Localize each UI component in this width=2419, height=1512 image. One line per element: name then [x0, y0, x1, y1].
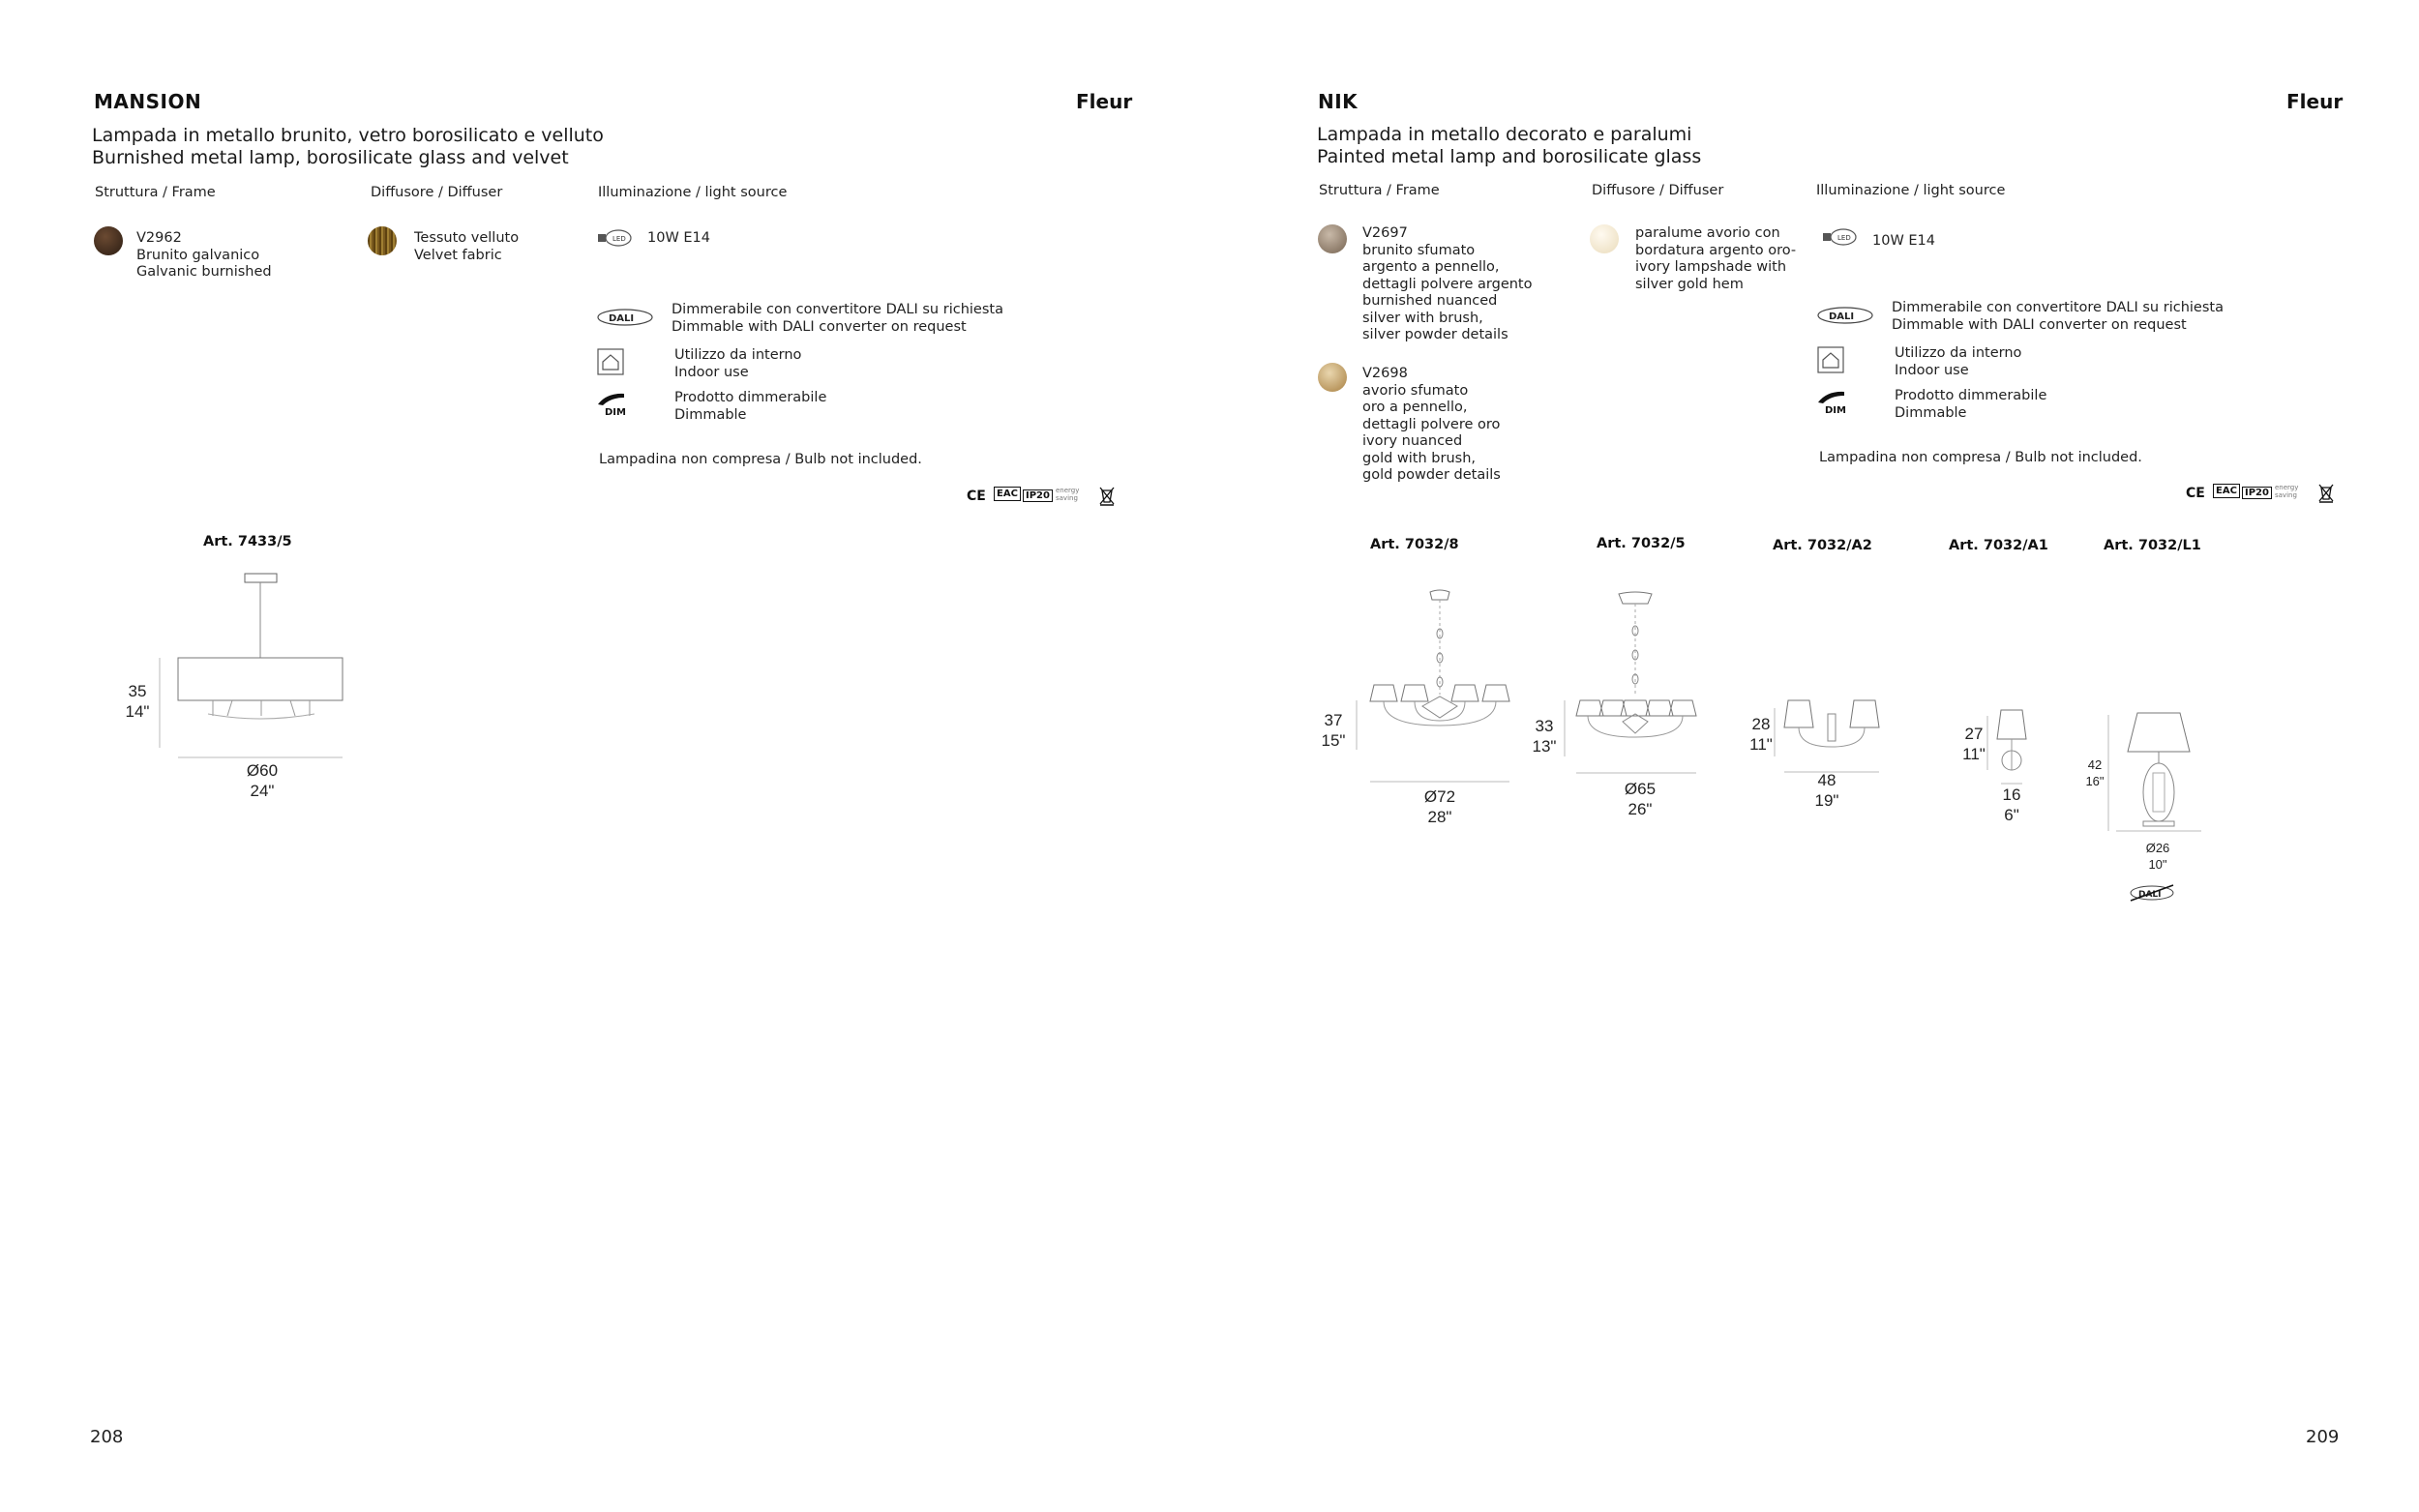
right-col-light-header: Illuminazione / light source — [1816, 183, 2006, 198]
width-cm: Ø26 — [2145, 841, 2170, 855]
art-7032-a1-width — [1997, 785, 2026, 825]
diffuser-line: bordatura argento oro- — [1635, 242, 1797, 258]
diffuser-swatch-velvet — [368, 226, 397, 255]
height-in: 11" — [1962, 745, 1986, 763]
led-bulb-icon — [598, 229, 633, 247]
frame-v2697-line: burnished nuanced — [1362, 293, 1498, 309]
left-frame-info — [136, 230, 272, 282]
dali-it: Dimmerabile con convertitore DALI su richiesta — [672, 302, 1003, 317]
art-7032-8-height — [1319, 710, 1348, 751]
width-in: 26" — [1628, 800, 1653, 818]
eac-mark-icon: EAC — [994, 487, 1021, 501]
right-page-number: 209 — [2306, 1427, 2340, 1447]
right-col-frame-header: Struttura / Frame — [1319, 183, 1440, 198]
art-7032-8-width — [1416, 786, 1464, 827]
right-dim-text — [1895, 388, 2046, 422]
dali-not-available-icon — [2129, 883, 2175, 903]
width-in: 24" — [250, 782, 275, 800]
indoor-it: Utilizzo da interno — [1895, 345, 2022, 361]
left-col-light-header: Illuminazione / light source — [598, 185, 788, 200]
dim-en: Dimmable — [674, 406, 747, 423]
left-description-it: Lampada in metallo brunito, vetro borosilicato e velluto — [92, 125, 604, 146]
height-cm: 33 — [1535, 717, 1554, 735]
ip20-icon: IP20 — [2242, 487, 2272, 499]
frame-v2698-line: gold powder details — [1362, 467, 1501, 483]
art-7032-a1-height — [1959, 724, 1988, 764]
art-7032-a2-drawing — [1780, 697, 1887, 774]
indoor-en: Indoor use — [1895, 362, 1969, 378]
frame-v2698-line: oro a pennello, — [1362, 400, 1468, 415]
frame-en: Galvanic burnished — [136, 264, 272, 280]
frame-code: V2962 — [136, 230, 182, 246]
right-diffuser-info — [1635, 225, 1796, 293]
frame-v2698-line: dettagli polvere oro — [1362, 416, 1501, 432]
diffuser-line: ivory lampshade with — [1635, 259, 1787, 275]
led-icon-label: LED — [612, 235, 626, 243]
height-cm: 37 — [1324, 711, 1343, 729]
left-col-frame-header: Struttura / Frame — [95, 185, 216, 200]
width-in: 10" — [2148, 857, 2167, 872]
left-indoor-text — [674, 347, 801, 381]
dimmable-icon — [1817, 390, 1848, 415]
dali-icon-label: DALI — [609, 313, 635, 324]
frame-it: Brunito galvanico — [136, 247, 260, 263]
width-cm: Ø65 — [1624, 780, 1657, 798]
dali-icon — [597, 308, 653, 327]
art-7032-5-width — [1616, 779, 1664, 819]
dim-icon-label: DIM — [605, 407, 626, 418]
dali-en: Dimmable with DALI converter on request — [1892, 316, 2187, 333]
left-light-source: 10W E14 — [647, 230, 711, 246]
art-7032-5-height — [1530, 716, 1559, 756]
dim-en: Dimmable — [1895, 404, 1967, 421]
right-dali-text — [1892, 300, 2224, 334]
diffuser-line: silver gold hem — [1635, 276, 1744, 292]
right-frame-v2698-info — [1362, 366, 1501, 485]
frame-v2697-line: silver with brush, — [1362, 310, 1483, 326]
weee-bin-icon — [1099, 487, 1115, 506]
dimmable-icon — [597, 392, 628, 417]
weee-bin-icon — [2318, 484, 2334, 503]
art-7032-l1-label: Art. 7032/L1 — [2104, 538, 2201, 553]
width-cm: Ø60 — [246, 761, 279, 780]
width-in: 28" — [1427, 808, 1452, 826]
ip20-icon: IP20 — [1023, 489, 1053, 502]
height-in: 15" — [1321, 731, 1346, 750]
width-cm: 16 — [2002, 786, 2021, 804]
art-7032-l1-height — [2080, 756, 2109, 789]
right-collection-name: Fleur — [2286, 90, 2344, 113]
right-bulb-note: Lampadina non compresa / Bulb not included. — [1819, 450, 2142, 465]
ce-mark-icon: CE — [967, 489, 986, 504]
width-in: 19" — [1814, 791, 1839, 810]
dali-en: Dimmable with DALI converter on request — [672, 318, 967, 335]
right-description-en: Painted metal lamp and borosilicate glass — [1317, 146, 1702, 167]
dim-it: Prodotto dimmerabile — [674, 390, 827, 405]
indoor-it: Utilizzo da interno — [674, 347, 802, 363]
frame-v2697-line: argento a pennello, — [1362, 259, 1500, 275]
art-7032-a2-height — [1747, 714, 1776, 755]
right-product-title: NIK — [1318, 90, 1359, 113]
art-7032-5-drawing — [1572, 592, 1727, 776]
left-page-number: 208 — [90, 1427, 124, 1447]
left-collection-name: Fleur — [1076, 90, 1133, 113]
right-description-it: Lampada in metallo decorato e paralumi — [1317, 124, 1692, 145]
right-cert-badges — [2186, 483, 2341, 504]
height-cm: 27 — [1964, 725, 1984, 743]
eac-mark-icon: EAC — [2213, 484, 2240, 498]
right-indoor-text — [1895, 345, 2021, 379]
art-7032-a2-label: Art. 7032/A2 — [1773, 538, 1872, 553]
height-cm: 42 — [2087, 757, 2103, 772]
width-cm: 48 — [1817, 771, 1837, 789]
frame-swatch-v2962 — [94, 226, 123, 255]
diffuser-it: Tessuto velluto — [414, 230, 520, 246]
art-7032-8-label: Art. 7032/8 — [1370, 537, 1459, 552]
indoor-house-icon — [597, 348, 624, 375]
dim-it: Prodotto dimmerabile — [1895, 388, 2047, 403]
dim-icon-label: DIM — [1825, 405, 1846, 416]
left-cert-badges — [967, 486, 1121, 507]
art-7433-5-drawing — [116, 571, 358, 764]
art-7433-5-label: Art. 7433/5 — [203, 534, 292, 549]
frame-v2698-line: ivory nuanced — [1362, 433, 1463, 449]
width-cm: Ø72 — [1423, 787, 1456, 806]
led-bulb-icon — [1823, 228, 1858, 246]
left-bulb-note: Lampadina non compresa / Bulb not included. — [599, 452, 922, 467]
art-7032-5-label: Art. 7032/5 — [1597, 536, 1686, 551]
height-in: 14" — [125, 702, 150, 721]
left-dali-text — [672, 302, 1003, 336]
height-in: 11" — [1749, 735, 1773, 754]
right-light-source: 10W E14 — [1872, 233, 1936, 249]
art-7032-l1-drawing — [2114, 711, 2211, 837]
dali-icon-label: DALI — [2138, 890, 2162, 900]
diffuser-swatch-ivory — [1590, 224, 1619, 253]
height-cm: 28 — [1751, 715, 1771, 733]
diffuser-en: Velvet fabric — [414, 247, 502, 263]
led-icon-label: LED — [1837, 234, 1851, 242]
energy-saving-icon: energy saving — [2275, 484, 2299, 499]
art-7032-8-drawing — [1364, 590, 1519, 784]
left-diffuser-info — [414, 230, 519, 264]
art-7032-a1-drawing — [1993, 706, 2042, 793]
frame-v2698-code: V2698 — [1362, 366, 1408, 381]
art-7032-l1-width — [2138, 840, 2177, 873]
dali-it: Dimmerabile con convertitore DALI su richiesta — [1892, 300, 2224, 315]
left-product-title: MANSION — [94, 90, 202, 113]
frame-v2698-line: gold with brush, — [1362, 450, 1476, 466]
frame-v2697-line: silver powder details — [1362, 327, 1508, 342]
frame-v2697-line: brunito sfumato — [1362, 242, 1476, 258]
frame-v2698-line: avorio sfumato — [1362, 382, 1469, 399]
dali-icon-label: DALI — [1829, 311, 1855, 322]
diffuser-line: paralume avorio con — [1635, 225, 1780, 241]
art-7433-5-height — [118, 681, 157, 722]
frame-swatch-v2698 — [1318, 363, 1347, 392]
left-col-diffuser-header: Diffusore / Diffuser — [371, 185, 503, 200]
height-in: 16" — [2085, 774, 2105, 788]
indoor-en: Indoor use — [674, 364, 749, 380]
frame-v2697-code: V2697 — [1362, 225, 1408, 241]
height-cm: 35 — [128, 682, 147, 700]
art-7032-a2-width — [1807, 770, 1846, 811]
dali-icon — [1817, 306, 1873, 325]
left-dim-text — [674, 390, 826, 424]
right-frame-v2697-info — [1362, 225, 1533, 344]
frame-swatch-v2697 — [1318, 224, 1347, 253]
width-in: 6" — [2004, 806, 2019, 824]
ce-mark-icon: CE — [2186, 486, 2205, 501]
art-7433-5-width — [233, 760, 291, 801]
frame-v2697-line: dettagli polvere argento — [1362, 276, 1533, 292]
right-col-diffuser-header: Diffusore / Diffuser — [1592, 183, 1724, 198]
art-7032-a1-label: Art. 7032/A1 — [1949, 538, 2048, 553]
left-description-en: Burnished metal lamp, borosilicate glass and velvet — [92, 147, 569, 168]
indoor-house-icon — [1817, 346, 1844, 373]
height-in: 13" — [1532, 737, 1557, 756]
energy-saving-icon: energy saving — [1056, 487, 1080, 502]
